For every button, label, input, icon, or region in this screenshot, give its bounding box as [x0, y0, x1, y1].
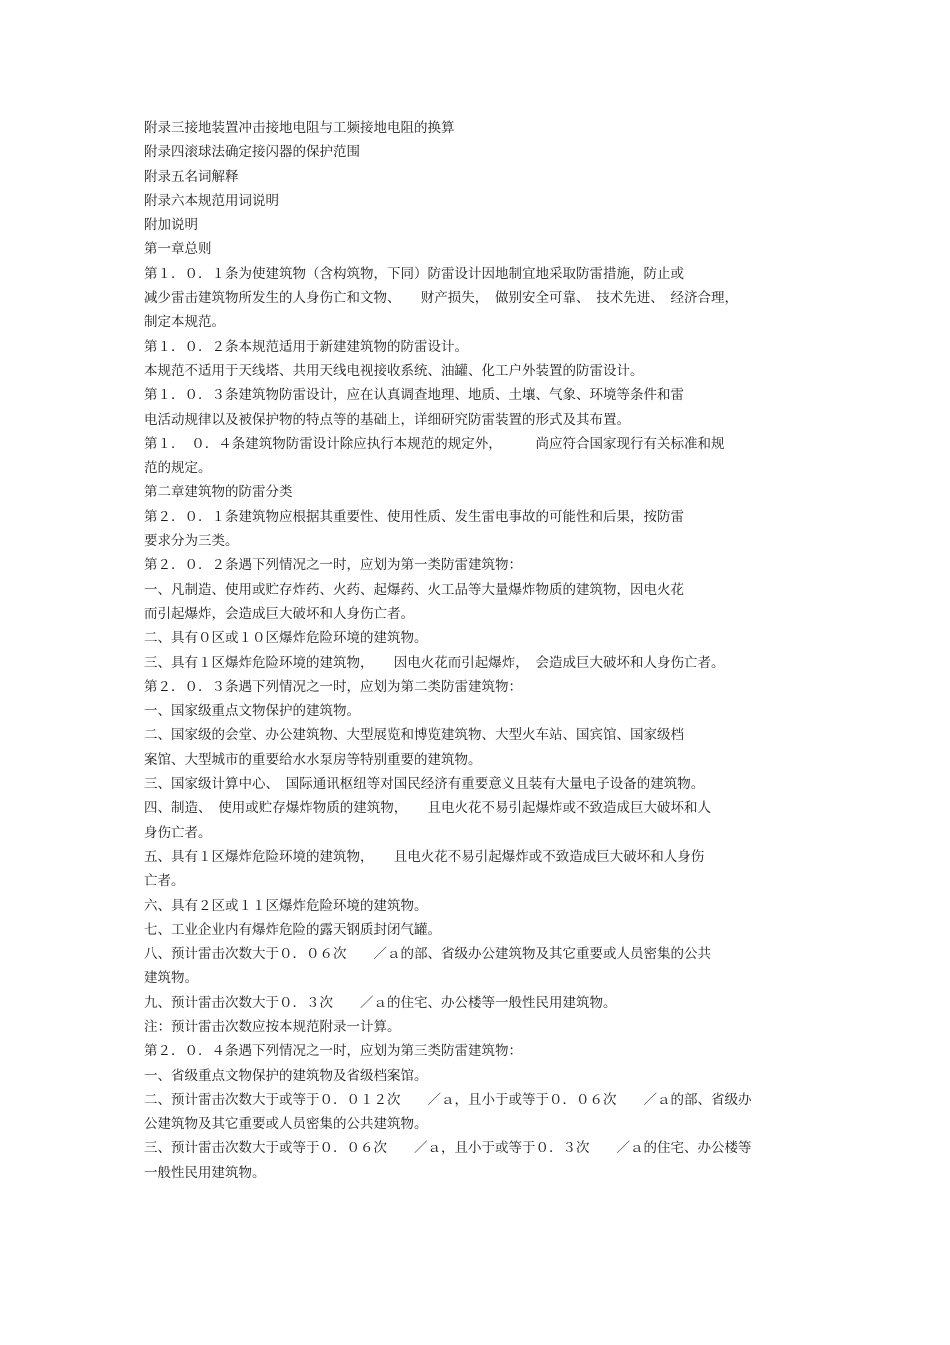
text-line: 三、预计雷击次数大于或等于０．０６次 ／ａ，且小于或等于０．３次 ／ａ的住宅、办公楼等 [144, 1140, 752, 1157]
text-line: 一、省级重点文物保护的建筑物及省级档案馆。 [144, 1067, 428, 1084]
text-line: 五、具有１区爆炸危险环境的建筑物， 且电火花不易引起爆炸或不致造成巨大破坏和人身伤 [144, 848, 705, 865]
text-line: 身伤亡者。 [144, 824, 212, 841]
text-line: 第１．０．３条建筑物防雷设计，应在认真调查地理、地质、土壤、气象、环境等条件和雷 [144, 387, 684, 404]
text-line: 一、凡制造、使用或贮存炸药、火药、起爆药、火工品等大量爆炸物质的建筑物，因电火花 [144, 581, 684, 598]
chapter-heading: 第二章建筑物的防雷分类 [144, 484, 293, 501]
text-line: 减少雷击建筑物所发生的人身伤亡和文物、 财产损失， 做别安全可靠、 技术先进、 经济合理， [144, 290, 738, 307]
text-line: 电活动规律以及被保护物的特点等的基础上，详细研究防雷装置的形式及其布置。 [144, 411, 630, 428]
text-line: 案馆、大型城市的重要给水水泵房等特别重要的建筑物。 [144, 751, 482, 768]
text-line: 第２．０．３条遇下列情况之一时，应划为第二类防雷建筑物： [144, 678, 522, 695]
text-line: 八、预计雷击次数大于０．０６次 ／ａ的部、省级办公建筑物及其它重要或人员密集的公共 [144, 946, 711, 963]
chapter-heading: 第一章总则 [144, 241, 212, 258]
text-line: 二、具有０区或１０区爆炸危险环境的建筑物。 [144, 630, 428, 647]
text-line: 第２．０．４条遇下列情况之一时，应划为第三类防雷建筑物： [144, 1043, 522, 1060]
text-line: 要求分为三类。 [144, 533, 239, 550]
text-line: 附录五名词解释 [144, 168, 239, 185]
text-line: 二、国家级的会堂、办公建筑物、大型展览和博览建筑物、大型火车站、国宾馆、国家级档 [144, 727, 684, 744]
text-line: 本规范不适用于天线塔、共用天线电视接收系统、油罐、化工户外装置的防雷设计。 [144, 362, 644, 379]
text-line: 七、工业企业内有爆炸危险的露天钢质封闭气罐。 [144, 921, 441, 938]
text-line: 第１．０．１条为使建筑物（含构筑物，下同）防雷设计因地制宜地采取防雷措施，防止或 [144, 265, 684, 282]
text-line: 四、制造、 使用或贮存爆炸物质的建筑物， 且电火花不易引起爆炸或不致造成巨大破坏和人 [144, 800, 711, 817]
text-line: 第１．０．２条本规范适用于新建建筑物的防雷设计。 [144, 338, 468, 355]
text-line: 附录六本规范用词说明 [144, 192, 279, 209]
note-line: 注：预计雷击次数应按本规范附录一计算。 [144, 1018, 401, 1035]
text-line: 二、预计雷击次数大于或等于０．０１２次 ／ａ，且小于或等于０．０６次 ／ａ的部、省级办 [144, 1091, 752, 1108]
text-line: 一、国家级重点文物保护的建筑物。 [144, 703, 360, 720]
text-line: 一般性民用建筑物。 [144, 1164, 266, 1181]
text-line: 建筑物。 [144, 970, 198, 987]
text-line: 九、预计雷击次数大于０．３次 ／ａ的住宅、办公楼等一般性民用建筑物。 [144, 994, 617, 1011]
text-line: 三、具有１区爆炸危险环境的建筑物， 因电火花而引起爆炸， 会造成巨大破坏和人身伤亡者。 [144, 654, 725, 671]
text-line: 附加说明 [144, 217, 198, 234]
text-line: 附录四滚球法确定接闪器的保护范围 [144, 144, 360, 161]
text-line: 附录三接地装置冲击接地电阻与工频接地电阻的换算 [144, 120, 455, 136]
text-line: 而引起爆炸，会造成巨大破坏和人身伤亡者。 [144, 605, 414, 622]
text-line: 公建筑物及其它重要或人员密集的公共建筑物。 [144, 1116, 428, 1133]
text-line: 亡者。 [144, 873, 185, 890]
text-line: 范的规定。 [144, 460, 212, 477]
text-line: 第１． ０．４条建筑物防雷设计除应执行本规范的规定外， 尚应符合国家现行有关标准和规 [144, 435, 725, 452]
text-line: 第２．０．１条建筑物应根据其重要性、使用性质、发生雷电事故的可能性和后果，按防雷 [144, 508, 684, 525]
text-line: 三、国家级计算中心、 国际通讯枢纽等对国民经济有重要意义且装有大量电子设备的建筑物。 [144, 776, 705, 793]
text-line: 制定本规范。 [144, 314, 225, 331]
document-body [144, 116, 814, 1185]
text-line: 第２．０．２条遇下列情况之一时，应划为第一类防雷建筑物： [144, 557, 522, 574]
text-line: 六、具有２区或１１区爆炸危险环境的建筑物。 [144, 897, 428, 914]
